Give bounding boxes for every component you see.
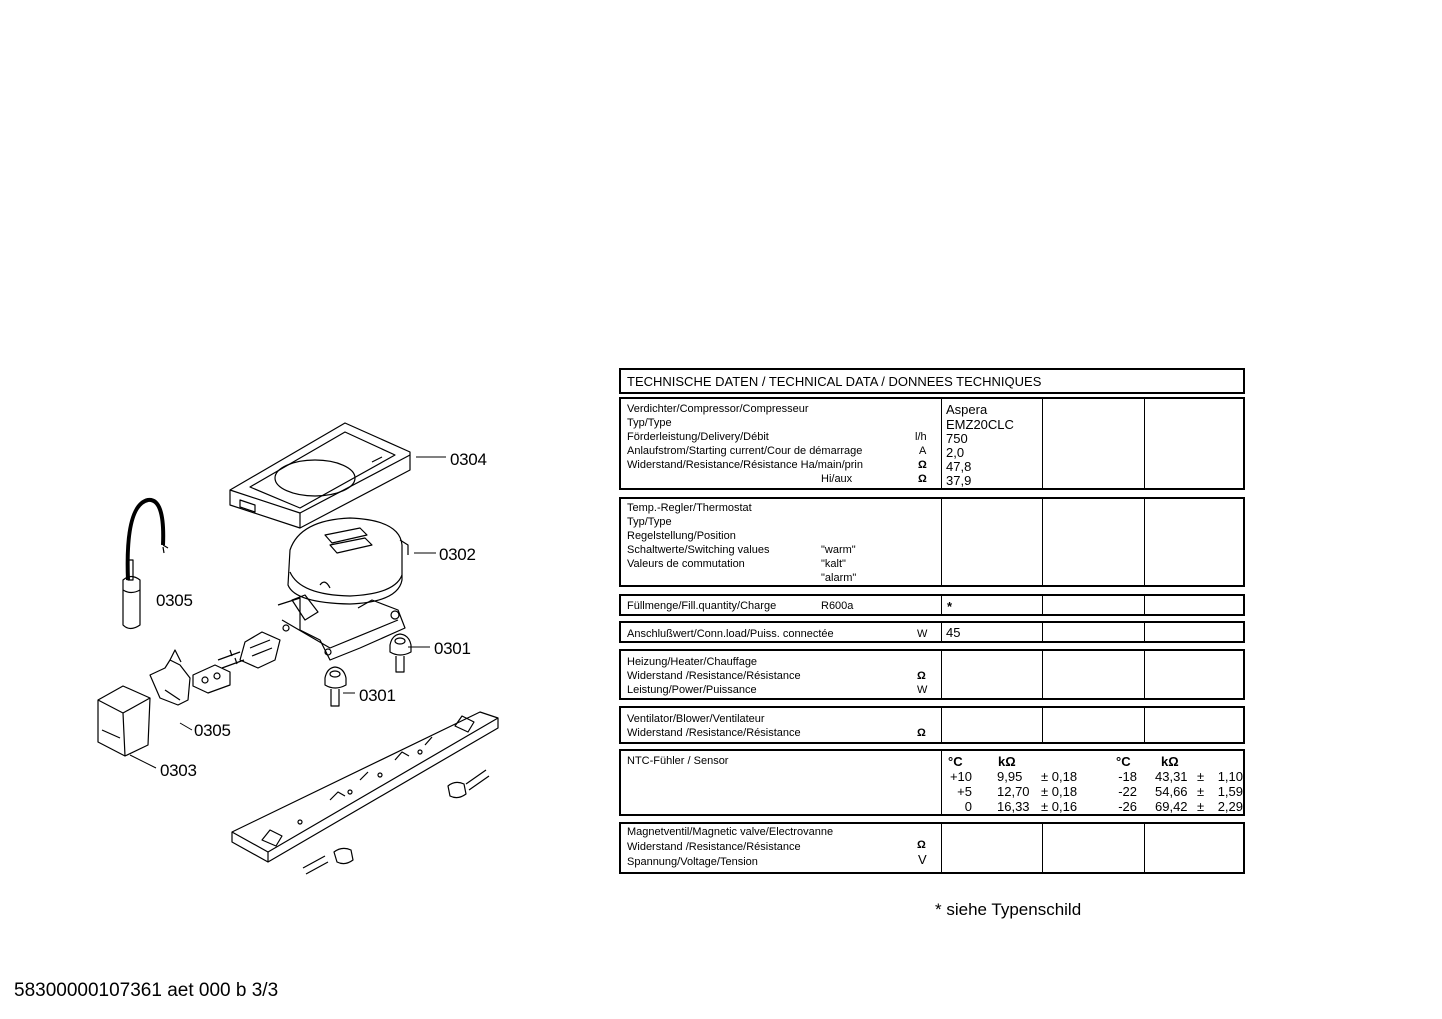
- blower-resistance-unit: Ω: [917, 727, 926, 739]
- ntc-temp: 0: [964, 799, 972, 814]
- tray-0304: [230, 423, 410, 528]
- ntc-resistance: 43,31: [1155, 769, 1188, 784]
- callout-0302: 0302: [439, 545, 476, 564]
- compressor-delivery-label: Förderleistung/Delivery/Débit: [627, 431, 769, 443]
- section-blower: [619, 706, 1245, 744]
- thermostat-kalt: "kalt": [821, 558, 846, 570]
- callout-0304: 0304: [450, 450, 487, 469]
- compressor-value-type: EMZ20CLC: [946, 417, 1014, 432]
- connload-label: Anschlußwert/Conn.load/Puiss. connectée: [627, 628, 834, 640]
- compressor-current-label: Anlaufstrom/Starting current/Cour de démarrage: [627, 445, 863, 457]
- thermostat-commutation-label: Valeurs de commutation: [627, 558, 745, 570]
- valve-label: Magnetventil/Magnetic valve/Electrovanne: [627, 826, 834, 838]
- section-thermostat: [619, 497, 1245, 587]
- ntc-temp: -18: [1118, 769, 1137, 784]
- ntc-temp: +10: [949, 769, 972, 784]
- heater-power-label: Leistung/Power/Puissance: [627, 684, 757, 696]
- compressor-current-unit: A: [919, 445, 927, 457]
- compressor-value-resistance-main: 47,8: [946, 459, 972, 474]
- ntc-tolerance: 1,59: [1217, 784, 1243, 799]
- thermostat-alarm: "alarm": [821, 572, 857, 584]
- ntc-plusminus: ±: [1197, 769, 1205, 784]
- ntc-tolerance: 2,29: [1217, 799, 1243, 814]
- table-title-row: [619, 368, 1245, 394]
- mounting-rail: [232, 712, 498, 862]
- compressor-value-resistance-aux: 37,9: [946, 473, 972, 488]
- callout-0301-b: 0301: [359, 686, 396, 705]
- section-ntc-sensor: [619, 749, 1245, 816]
- thermostat-warm: "warm": [821, 544, 856, 556]
- callout-0305-sensor: 0305: [156, 591, 193, 610]
- ntc-temp: -22: [1118, 784, 1137, 799]
- compressor-value-current: 2,0: [946, 445, 965, 460]
- ntc-tolerance: 1,10: [1217, 769, 1243, 784]
- ntc-label: NTC-Fühler / Sensor: [627, 755, 729, 767]
- heater-label: Heizung/Heater/Chauffage: [627, 656, 758, 668]
- compressor-label: Verdichter/Compressor/Compresseur: [627, 403, 809, 415]
- thermostat-switching-label: Schaltwerte/Switching values: [627, 544, 770, 556]
- connload-unit: W: [917, 628, 928, 640]
- ntc-temp: -26: [1118, 799, 1137, 814]
- section-compressor: [619, 397, 1245, 490]
- grommet-0301-b: [325, 667, 346, 706]
- heater-resistance-label: Widerstand /Resistance/Résistance: [627, 670, 801, 682]
- valve-voltage-label: Spannung/Voltage/Tension: [627, 856, 758, 868]
- compressor-aux-label: Hi/aux: [821, 473, 853, 485]
- section-connected-load: [619, 621, 1245, 643]
- compressor-type-label: Typ/Type: [627, 417, 672, 429]
- ntc-header-k-right: kΩ: [1161, 754, 1179, 769]
- compressor-resistance-label: Widerstand/Resistance/Résistance Ha/main/prin: [627, 459, 863, 471]
- ntc-header-c-right: °C: [1116, 754, 1131, 769]
- valve-voltage-unit: V: [918, 852, 927, 867]
- valve-resistance-label: Widerstand /Resistance/Résistance: [627, 841, 801, 853]
- thermostat-label: Temp.-Regler/Thermostat: [627, 502, 752, 514]
- type-plate-note: * siehe Typenschild: [935, 900, 1082, 919]
- heater-resistance-unit: Ω: [917, 670, 926, 682]
- ntc-resistance: 69,42: [1155, 799, 1188, 814]
- section-heater: [619, 649, 1245, 700]
- ntc-tolerance: ± 0,18: [1041, 784, 1078, 799]
- ntc-resistance: 12,70: [997, 784, 1030, 799]
- section-magnetic-valve: [619, 822, 1245, 874]
- ntc-resistance: 16,33: [997, 799, 1030, 814]
- ntc-tolerance: ± 0,16: [1041, 799, 1078, 814]
- thermostat-type-label: Typ/Type: [627, 516, 672, 528]
- compressor-delivery-unit: l/h: [915, 431, 927, 443]
- ntc-tolerance: ± 0,18: [1041, 769, 1078, 784]
- grommet-0301-a: [390, 634, 411, 672]
- ntc-resistance: 9,95: [997, 769, 1023, 784]
- rail-pins: [303, 770, 489, 874]
- callout-0301-a: 0301: [434, 639, 471, 658]
- table-title: TECHNISCHE DATEN / TECHNICAL DATA / DONNEES TECHNIQUES: [627, 374, 1042, 389]
- charge-value: *: [947, 599, 953, 614]
- compressor-aux-unit: Ω: [918, 473, 927, 485]
- callout-0305-relay: 0305: [194, 721, 231, 740]
- heater-power-unit: W: [917, 684, 928, 696]
- compressor-value-make: Aspera: [946, 402, 988, 417]
- ntc-temp: +5: [957, 784, 972, 799]
- compressor-0302: [278, 518, 408, 660]
- thermostat-position-label: Regelstellung/Position: [627, 530, 736, 542]
- ntc-resistance: 54,66: [1155, 784, 1188, 799]
- connload-value: 45: [946, 625, 961, 640]
- callout-0303: 0303: [160, 761, 197, 780]
- blower-label: Ventilator/Blower/Ventilateur: [627, 713, 765, 725]
- cover-0303: [98, 686, 150, 756]
- document-id-footer: 58300000107361 aet 000 b 3/3: [14, 980, 279, 1001]
- compressor-value-delivery: 750: [946, 431, 968, 446]
- parts-exploded-drawing: [0, 0, 620, 900]
- ntc-plusminus: ±: [1197, 799, 1205, 814]
- section-charge: [619, 594, 1245, 616]
- charge-refrigerant: R600a: [821, 600, 854, 612]
- valve-resistance-unit: Ω: [917, 839, 926, 851]
- relay-clip-parts: [150, 632, 280, 705]
- blower-resistance-label: Widerstand /Resistance/Résistance: [627, 727, 801, 739]
- charge-label: Füllmenge/Fill.quantity/Charge: [627, 600, 777, 612]
- ntc-plusminus: ±: [1197, 784, 1205, 799]
- ntc-header-k-left: kΩ: [998, 754, 1016, 769]
- compressor-resistance-unit: Ω: [918, 459, 927, 471]
- ntc-header-c-left: °C: [948, 754, 963, 769]
